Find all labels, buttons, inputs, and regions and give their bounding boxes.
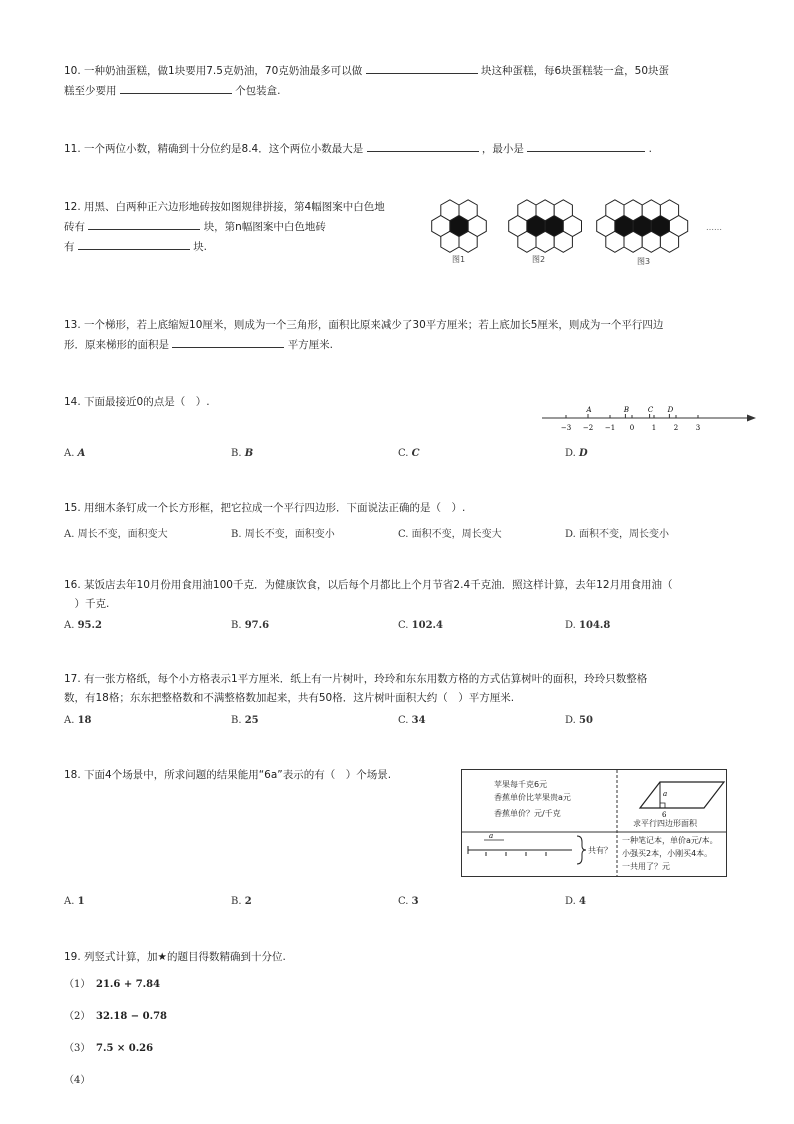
option-letter: D.: [565, 620, 576, 631]
point-label: A: [586, 406, 592, 414]
option-letter: C.: [398, 715, 409, 726]
option-d[interactable]: [565, 525, 669, 540]
option-b[interactable]: [231, 448, 253, 459]
hexagon-tiles: [432, 200, 688, 253]
option-letter: D.: [565, 896, 576, 907]
option-letter: A.: [64, 715, 75, 726]
option-letter: C.: [398, 448, 409, 459]
parallelogram-label-6: 6: [662, 811, 667, 819]
tick-label: −1: [604, 424, 616, 432]
tick-label: 0: [629, 424, 635, 432]
option-a[interactable]: [64, 620, 102, 631]
black-hexagon: [615, 216, 633, 237]
question-16: 16. 某饭店去年10月份用食用油100千克．为健康饮食，以后每个月都比上个月节省2.4千克油．照这样计算，去年12月用食用油（ ）千克.: [64, 579, 673, 610]
option-text: 97.6: [244, 620, 270, 631]
option-text: C: [411, 448, 420, 459]
white-hexagon: [660, 231, 678, 252]
answer-blank[interactable]: [88, 217, 200, 230]
number-line-points: [585, 406, 673, 418]
option-a[interactable]: [64, 448, 85, 459]
scenario-1-text: 苹果每千克6元 香蕉单价比苹果贵a元 香蕉单价？元/千克: [494, 780, 571, 818]
option-letter: D.: [565, 529, 576, 540]
tick-label: 3: [695, 424, 701, 432]
option-text: A: [77, 448, 86, 459]
option-d[interactable]: [565, 896, 586, 907]
black-hexagon: [450, 216, 468, 237]
question-11: 11. 一个两位小数，精确到十分位约是8.4．这个两位小数最大是 ，最小是 .: [64, 139, 652, 159]
answer-blank[interactable]: [527, 139, 645, 152]
option-letter: B.: [231, 715, 242, 726]
option-text: 102.4: [411, 620, 443, 631]
option-a[interactable]: [64, 525, 168, 540]
figure-1-label: 图1: [452, 255, 466, 264]
parallelogram-shape: [640, 782, 724, 808]
white-hexagon: [554, 200, 572, 221]
option-d[interactable]: [565, 620, 610, 631]
tick-label: −2: [582, 424, 594, 432]
figure-2-label: 图2: [532, 255, 546, 264]
option-letter: A.: [64, 620, 75, 631]
option-letter: A.: [64, 529, 75, 540]
scenario-4-text: 一种笔记本，单价a元/本。 小强买2本，小刚买4本。 一共用了？元: [622, 836, 718, 871]
option-c[interactable]: [398, 525, 502, 540]
point-label: C: [647, 406, 654, 414]
option-text: 面积不变，周长变小: [579, 529, 670, 540]
calc-item-1: （1） 21.6 + 7.84: [64, 979, 161, 990]
option-text: 3: [411, 896, 419, 907]
question-10: [64, 61, 669, 101]
answer-blank[interactable]: [172, 335, 284, 348]
option-b[interactable]: [231, 896, 252, 907]
answer-blank[interactable]: [120, 81, 232, 94]
parallelogram-label-a: a: [663, 790, 668, 798]
option-text: B: [244, 448, 254, 459]
option-text: 面积不变，周长变大: [411, 529, 502, 540]
option-c[interactable]: [398, 715, 426, 726]
option-letter: D.: [565, 448, 576, 459]
hexagon-pattern-figure: [430, 196, 740, 266]
option-b[interactable]: [231, 620, 269, 631]
answer-blank[interactable]: [366, 61, 478, 74]
segment-ticks: [468, 846, 546, 856]
option-letter: B.: [231, 620, 242, 631]
option-text: 周长不变，面积变大: [77, 529, 168, 540]
scenario-2-caption: 求平行四边形面积: [633, 819, 697, 828]
option-text: 周长不变，面积变小: [244, 529, 335, 540]
figure-3-label: 图3: [637, 257, 651, 266]
question-10-line-1: 10. 一种奶油蛋糕，做1块要用7.5克奶油，70克奶油最多可以做 块这种蛋糕，每6块蛋糕装一盒，50块蛋: [64, 61, 669, 81]
white-hexagon: [642, 200, 660, 221]
option-letter: C.: [398, 620, 409, 631]
option-text: 95.2: [77, 620, 102, 631]
option-text: 104.8: [579, 620, 611, 631]
option-d[interactable]: [565, 715, 593, 726]
number-line: [536, 402, 760, 436]
tick-label: 1: [651, 424, 657, 432]
option-letter: B.: [231, 529, 242, 540]
option-a[interactable]: [64, 896, 85, 907]
option-text: D: [579, 448, 588, 459]
option-c[interactable]: [398, 620, 443, 631]
option-text: 2: [244, 896, 252, 907]
option-letter: A.: [64, 448, 75, 459]
calc-item-3: （3） 7.5 × 0.26: [64, 1043, 154, 1054]
option-text: 4: [579, 896, 586, 907]
option-letter: A.: [64, 896, 75, 907]
question-18-stem: 18. 下面4个场景中，所求问题的结果能用“6a”表示的有（ ）个场景.: [64, 769, 392, 781]
scenario-3-label: 共有？: [588, 846, 612, 855]
question-17: 17. 有一张方格纸，每个小方格表示1平方厘米．纸上有一片树叶，玲玲和东东用数方格的方式估算树叶的面积，玲玲只数整格 数，有18格；东东把整格数和不满整格数加起来，共有50格．这片树叶面积大约（ ）平方厘米.: [64, 673, 648, 704]
right-angle-mark: [660, 803, 665, 808]
option-text: 25: [244, 715, 259, 726]
option-letter: C.: [398, 529, 409, 540]
option-b[interactable]: [231, 715, 259, 726]
option-letter: D.: [565, 715, 576, 726]
point-label: B: [623, 406, 629, 414]
option-c[interactable]: [398, 448, 420, 459]
white-hexagon: [642, 231, 660, 252]
option-text: 34: [411, 715, 426, 726]
option-a[interactable]: [64, 715, 92, 726]
point-label: D: [667, 406, 674, 414]
white-hexagon: [660, 200, 678, 221]
hexagon-ellipsis: ……: [706, 223, 722, 232]
option-d[interactable]: [565, 448, 588, 459]
question-19-stem: 19. 列竖式计算，加★的题目得数精确到十分位.: [64, 951, 286, 963]
option-letter: B.: [231, 448, 242, 459]
calc-item-2: （2） 32.18 − 0.78: [64, 1011, 168, 1022]
segment-label-a: a: [489, 832, 494, 840]
number-line-arrow: [747, 415, 756, 422]
question-12: 12. 用黑、白两种正六边形地砖按如图规律拼接，第4幅图案中白色地 砖有 块，第n幅图案中白色地砖 有 块.: [64, 201, 385, 253]
curly-brace: [577, 836, 586, 864]
tick-label: −3: [560, 424, 572, 432]
answer-blank[interactable]: [78, 237, 190, 250]
question-15-stem: 15. 用细木条钉成一个长方形框，把它拉成一个平行四边形．下面说法正确的是（ ）.: [64, 502, 466, 514]
question-14-stem: 14. 下面最接近0的点是（ ）.: [64, 396, 210, 408]
option-letter: C.: [398, 896, 409, 907]
question-10-line-2: 糕至少要用 个包装盒.: [64, 81, 669, 101]
calc-item-4: （4）: [64, 1075, 91, 1086]
answer-blank[interactable]: [367, 139, 479, 152]
option-c[interactable]: [398, 896, 419, 907]
option-b[interactable]: [231, 525, 335, 540]
option-text: 18: [77, 715, 92, 726]
option-letter: B.: [231, 896, 242, 907]
option-text: 1: [77, 896, 85, 907]
question-13: 13. 一个梯形，若上底缩短10厘米，则成为一个三角形，面积比原来减少了30平方厘米；若上底加长5厘米，则成为一个平行四边 形．原来梯形的面积是 平方厘米.: [64, 319, 664, 351]
tick-label: 2: [673, 424, 679, 432]
white-hexagon: [554, 231, 572, 252]
scenario-grid: [461, 769, 727, 877]
black-hexagon: [527, 216, 545, 237]
option-text: 50: [579, 715, 593, 726]
